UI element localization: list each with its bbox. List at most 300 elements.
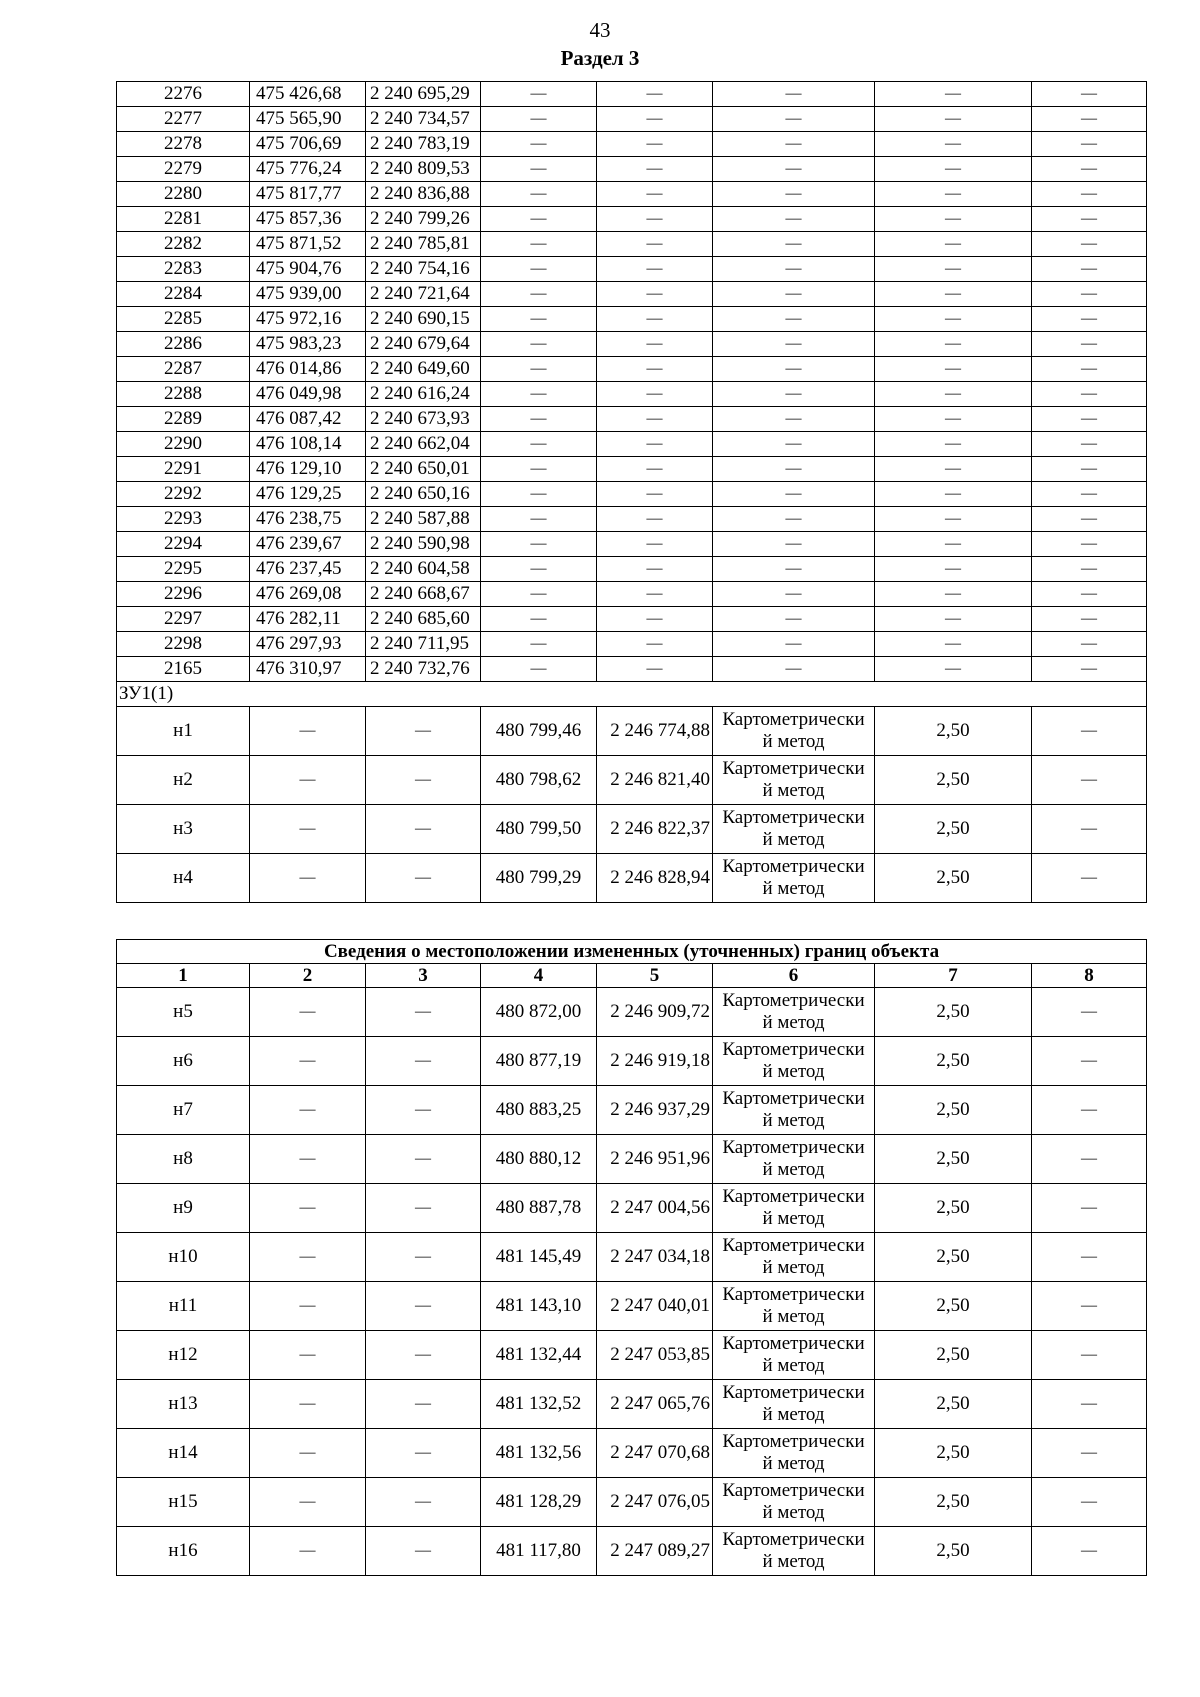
method-cell bbox=[713, 1037, 875, 1086]
empty-cell: — bbox=[713, 357, 875, 382]
empty-cell: — bbox=[1032, 157, 1147, 182]
coord-x: 476 282,11 bbox=[250, 607, 366, 632]
empty-cell: — bbox=[713, 507, 875, 532]
coord-x: 480 799,46 bbox=[481, 707, 597, 756]
empty-cell: — bbox=[481, 257, 597, 282]
coord-x: 476 049,98 bbox=[250, 382, 366, 407]
empty-cell: — bbox=[875, 232, 1032, 257]
empty-cell: — bbox=[1032, 1527, 1147, 1576]
point-number: 2296 bbox=[117, 582, 250, 607]
coord-y: 2 240 809,53 bbox=[366, 157, 481, 182]
point-number: 2295 bbox=[117, 557, 250, 582]
empty-cell: — bbox=[250, 1478, 366, 1527]
empty-cell: — bbox=[481, 432, 597, 457]
coord-x: 476 239,67 bbox=[250, 532, 366, 557]
point-number: 2282 bbox=[117, 232, 250, 257]
accuracy: 2,50 bbox=[875, 988, 1032, 1037]
coord-x: 476 087,42 bbox=[250, 407, 366, 432]
coord-x: 475 904,76 bbox=[250, 257, 366, 282]
coord-x: 481 145,49 bbox=[481, 1233, 597, 1282]
empty-cell: — bbox=[597, 307, 713, 332]
coord-x: 481 143,10 bbox=[481, 1282, 597, 1331]
method-line-1: Картометрически bbox=[722, 856, 865, 877]
point-number: н12 bbox=[117, 1331, 250, 1380]
table-row bbox=[117, 157, 1147, 182]
empty-cell: — bbox=[1032, 332, 1147, 357]
table-row bbox=[117, 232, 1147, 257]
empty-cell: — bbox=[481, 282, 597, 307]
empty-cell: — bbox=[1032, 1380, 1147, 1429]
table-row bbox=[117, 1086, 1147, 1135]
method-cell bbox=[713, 1478, 875, 1527]
table-row bbox=[117, 357, 1147, 382]
coord-x: 476 014,86 bbox=[250, 357, 366, 382]
accuracy: 2,50 bbox=[875, 854, 1032, 903]
point-number: н15 bbox=[117, 1478, 250, 1527]
method-line-2: й метод bbox=[762, 1306, 825, 1327]
table-row bbox=[117, 507, 1147, 532]
empty-cell: — bbox=[1032, 707, 1147, 756]
coord-x: 481 117,80 bbox=[481, 1527, 597, 1576]
table-row bbox=[117, 307, 1147, 332]
coord-x: 476 310,97 bbox=[250, 657, 366, 682]
point-number: н5 bbox=[117, 988, 250, 1037]
method-line-2: й метод bbox=[762, 1502, 825, 1523]
empty-cell: — bbox=[597, 482, 713, 507]
empty-cell: — bbox=[250, 1527, 366, 1576]
coord-y: 2 240 679,64 bbox=[366, 332, 481, 357]
method-line-2: й метод bbox=[762, 1159, 825, 1180]
coord-y: 2 240 695,29 bbox=[366, 82, 481, 107]
accuracy: 2,50 bbox=[875, 1037, 1032, 1086]
empty-cell: — bbox=[875, 307, 1032, 332]
table-row bbox=[117, 988, 1147, 1037]
coord-y: 2 240 721,64 bbox=[366, 282, 481, 307]
method-line-2: й метод bbox=[762, 1355, 825, 1376]
coord-y: 2 240 649,60 bbox=[366, 357, 481, 382]
empty-cell: — bbox=[875, 332, 1032, 357]
empty-cell: — bbox=[1032, 1184, 1147, 1233]
accuracy: 2,50 bbox=[875, 756, 1032, 805]
method-line-1: Картометрически bbox=[722, 1529, 865, 1550]
coord-y: 2 240 754,16 bbox=[366, 257, 481, 282]
empty-cell: — bbox=[1032, 1135, 1147, 1184]
method-line-1: Картометрически bbox=[722, 1284, 865, 1305]
empty-cell: — bbox=[713, 82, 875, 107]
empty-cell: — bbox=[481, 532, 597, 557]
coord-x: 476 269,08 bbox=[250, 582, 366, 607]
empty-cell: — bbox=[366, 756, 481, 805]
empty-cell: — bbox=[366, 1184, 481, 1233]
group-row bbox=[117, 682, 1147, 707]
coord-x: 480 887,78 bbox=[481, 1184, 597, 1233]
empty-cell: — bbox=[597, 232, 713, 257]
coord-y: 2 247 004,56 bbox=[597, 1184, 713, 1233]
coord-y: 2 240 785,81 bbox=[366, 232, 481, 257]
empty-cell: — bbox=[1032, 632, 1147, 657]
method-line-2: й метод bbox=[762, 731, 825, 752]
empty-cell: — bbox=[597, 382, 713, 407]
empty-cell: — bbox=[481, 382, 597, 407]
coord-x: 475 706,69 bbox=[250, 132, 366, 157]
accuracy: 2,50 bbox=[875, 1380, 1032, 1429]
point-number: н14 bbox=[117, 1429, 250, 1478]
table-title-row bbox=[117, 940, 1147, 964]
empty-cell: — bbox=[1032, 232, 1147, 257]
empty-cell: — bbox=[250, 854, 366, 903]
empty-cell: — bbox=[1032, 407, 1147, 432]
coord-y: 2 246 919,18 bbox=[597, 1037, 713, 1086]
table-row bbox=[117, 132, 1147, 157]
method-cell bbox=[713, 1527, 875, 1576]
coord-x: 480 880,12 bbox=[481, 1135, 597, 1184]
empty-cell: — bbox=[597, 257, 713, 282]
coord-x: 480 799,50 bbox=[481, 805, 597, 854]
table-row bbox=[117, 257, 1147, 282]
empty-cell: — bbox=[875, 207, 1032, 232]
table-row bbox=[117, 382, 1147, 407]
coord-y: 2 240 711,95 bbox=[366, 632, 481, 657]
empty-cell: — bbox=[597, 407, 713, 432]
changed-boundaries-table bbox=[116, 939, 1147, 1576]
page-number: 43 bbox=[589, 18, 611, 42]
empty-cell: — bbox=[713, 182, 875, 207]
coord-y: 2 246 821,40 bbox=[597, 756, 713, 805]
point-number: н16 bbox=[117, 1527, 250, 1576]
empty-cell: — bbox=[875, 457, 1032, 482]
empty-cell: — bbox=[875, 407, 1032, 432]
empty-cell: — bbox=[713, 232, 875, 257]
empty-cell: — bbox=[366, 1527, 481, 1576]
point-number: н9 bbox=[117, 1184, 250, 1233]
point-number: 2281 bbox=[117, 207, 250, 232]
empty-cell: — bbox=[1032, 1429, 1147, 1478]
coord-x: 475 972,16 bbox=[250, 307, 366, 332]
empty-cell: — bbox=[1032, 1086, 1147, 1135]
empty-cell: — bbox=[1032, 1037, 1147, 1086]
coord-y: 2 247 070,68 bbox=[597, 1429, 713, 1478]
empty-cell: — bbox=[250, 1037, 366, 1086]
point-number: 2278 bbox=[117, 132, 250, 157]
point-number: 2277 bbox=[117, 107, 250, 132]
empty-cell: — bbox=[597, 332, 713, 357]
method-line-2: й метод bbox=[762, 1453, 825, 1474]
method-line-1: Картометрически bbox=[722, 1088, 865, 1109]
empty-cell: — bbox=[875, 182, 1032, 207]
coord-y: 2 247 065,76 bbox=[597, 1380, 713, 1429]
empty-cell: — bbox=[1032, 357, 1147, 382]
coord-x: 480 877,19 bbox=[481, 1037, 597, 1086]
empty-cell: — bbox=[875, 657, 1032, 682]
point-number: 2291 bbox=[117, 457, 250, 482]
method-cell bbox=[713, 1135, 875, 1184]
table-row bbox=[117, 1527, 1147, 1576]
table-row bbox=[117, 805, 1147, 854]
method-line-1: Картометрически bbox=[722, 807, 865, 828]
empty-cell: — bbox=[250, 756, 366, 805]
table-row bbox=[117, 1282, 1147, 1331]
empty-cell: — bbox=[481, 657, 597, 682]
empty-cell: — bbox=[366, 988, 481, 1037]
accuracy: 2,50 bbox=[875, 1233, 1032, 1282]
coord-y: 2 240 604,58 bbox=[366, 557, 481, 582]
point-number: 2286 bbox=[117, 332, 250, 357]
coord-x: 476 108,14 bbox=[250, 432, 366, 457]
table-row bbox=[117, 282, 1147, 307]
empty-cell: — bbox=[1032, 507, 1147, 532]
method-line-1: Картометрически bbox=[722, 1186, 865, 1207]
empty-cell: — bbox=[1032, 854, 1147, 903]
coord-x: 475 939,00 bbox=[250, 282, 366, 307]
empty-cell: — bbox=[366, 1233, 481, 1282]
empty-cell: — bbox=[1032, 482, 1147, 507]
coord-y: 2 247 040,01 bbox=[597, 1282, 713, 1331]
empty-cell: — bbox=[597, 182, 713, 207]
accuracy: 2,50 bbox=[875, 1086, 1032, 1135]
empty-cell: — bbox=[481, 507, 597, 532]
empty-cell: — bbox=[250, 1086, 366, 1135]
empty-cell: — bbox=[481, 357, 597, 382]
coord-x: 480 883,25 bbox=[481, 1086, 597, 1135]
table-row bbox=[117, 482, 1147, 507]
empty-cell: — bbox=[481, 557, 597, 582]
accuracy: 2,50 bbox=[875, 1478, 1032, 1527]
method-cell bbox=[713, 1429, 875, 1478]
coord-y: 2 240 783,19 bbox=[366, 132, 481, 157]
column-header: 2 bbox=[250, 964, 366, 988]
accuracy: 2,50 bbox=[875, 805, 1032, 854]
method-line-2: й метод bbox=[762, 780, 825, 801]
coord-y: 2 247 076,05 bbox=[597, 1478, 713, 1527]
empty-cell: — bbox=[366, 1478, 481, 1527]
coord-x: 475 565,90 bbox=[250, 107, 366, 132]
coord-y: 2 240 690,15 bbox=[366, 307, 481, 332]
empty-cell: — bbox=[713, 132, 875, 157]
method-line-2: й метод bbox=[762, 1257, 825, 1278]
point-number: н4 bbox=[117, 854, 250, 903]
empty-cell: — bbox=[1032, 107, 1147, 132]
method-line-2: й метод bbox=[762, 1404, 825, 1425]
point-number: 2297 bbox=[117, 607, 250, 632]
table-row bbox=[117, 1135, 1147, 1184]
point-number: 2284 bbox=[117, 282, 250, 307]
table-row bbox=[117, 432, 1147, 457]
point-number: 2292 bbox=[117, 482, 250, 507]
coord-y: 2 240 734,57 bbox=[366, 107, 481, 132]
empty-cell: — bbox=[597, 357, 713, 382]
point-number: н11 bbox=[117, 1282, 250, 1331]
empty-cell: — bbox=[1032, 82, 1147, 107]
empty-cell: — bbox=[1032, 532, 1147, 557]
point-number: н7 bbox=[117, 1086, 250, 1135]
coord-y: 2 240 685,60 bbox=[366, 607, 481, 632]
empty-cell: — bbox=[1032, 307, 1147, 332]
empty-cell: — bbox=[1032, 607, 1147, 632]
point-number: 2276 bbox=[117, 82, 250, 107]
empty-cell: — bbox=[713, 432, 875, 457]
column-header: 8 bbox=[1032, 964, 1147, 988]
empty-cell: — bbox=[481, 182, 597, 207]
coord-x: 475 817,77 bbox=[250, 182, 366, 207]
empty-cell: — bbox=[875, 357, 1032, 382]
empty-cell: — bbox=[481, 107, 597, 132]
coord-y: 2 246 937,29 bbox=[597, 1086, 713, 1135]
table-row bbox=[117, 532, 1147, 557]
empty-cell: — bbox=[597, 657, 713, 682]
empty-cell: — bbox=[713, 157, 875, 182]
point-number: н13 bbox=[117, 1380, 250, 1429]
empty-cell: — bbox=[597, 632, 713, 657]
coord-y: 2 240 650,16 bbox=[366, 482, 481, 507]
coord-x: 480 872,00 bbox=[481, 988, 597, 1037]
coord-x: 475 871,52 bbox=[250, 232, 366, 257]
table-row bbox=[117, 657, 1147, 682]
method-line-1: Картометрически bbox=[722, 1431, 865, 1452]
empty-cell: — bbox=[875, 507, 1032, 532]
coord-y: 2 247 053,85 bbox=[597, 1331, 713, 1380]
empty-cell: — bbox=[366, 1331, 481, 1380]
coord-x: 475 983,23 bbox=[250, 332, 366, 357]
empty-cell: — bbox=[1032, 1282, 1147, 1331]
point-number: 2293 bbox=[117, 507, 250, 532]
point-number: 2288 bbox=[117, 382, 250, 407]
empty-cell: — bbox=[875, 257, 1032, 282]
empty-cell: — bbox=[713, 307, 875, 332]
empty-cell: — bbox=[481, 332, 597, 357]
empty-cell: — bbox=[481, 457, 597, 482]
point-number: н3 bbox=[117, 805, 250, 854]
empty-cell: — bbox=[1032, 805, 1147, 854]
table-row bbox=[117, 1380, 1147, 1429]
table-row bbox=[117, 582, 1147, 607]
empty-cell: — bbox=[597, 457, 713, 482]
method-line-1: Картометрически bbox=[722, 709, 865, 730]
method-cell bbox=[713, 854, 875, 903]
table-row bbox=[117, 182, 1147, 207]
coord-y: 2 240 616,24 bbox=[366, 382, 481, 407]
empty-cell: — bbox=[366, 854, 481, 903]
empty-cell: — bbox=[366, 1380, 481, 1429]
coord-y: 2 240 668,67 bbox=[366, 582, 481, 607]
column-header: 6 bbox=[713, 964, 875, 988]
coord-x: 476 237,45 bbox=[250, 557, 366, 582]
coord-x: 476 297,93 bbox=[250, 632, 366, 657]
empty-cell: — bbox=[875, 632, 1032, 657]
empty-cell: — bbox=[597, 132, 713, 157]
empty-cell: — bbox=[1032, 657, 1147, 682]
empty-cell: — bbox=[481, 632, 597, 657]
empty-cell: — bbox=[875, 282, 1032, 307]
empty-cell: — bbox=[366, 1282, 481, 1331]
method-line-2: й метод bbox=[762, 1012, 825, 1033]
empty-cell: — bbox=[1032, 207, 1147, 232]
empty-cell: — bbox=[1032, 1233, 1147, 1282]
empty-cell: — bbox=[250, 1380, 366, 1429]
empty-cell: — bbox=[597, 107, 713, 132]
coord-y: 2 246 909,72 bbox=[597, 988, 713, 1037]
empty-cell: — bbox=[1032, 1331, 1147, 1380]
coord-y: 2 240 836,88 bbox=[366, 182, 481, 207]
point-number: 2165 bbox=[117, 657, 250, 682]
empty-cell: — bbox=[597, 607, 713, 632]
empty-cell: — bbox=[875, 582, 1032, 607]
coord-x: 481 132,52 bbox=[481, 1380, 597, 1429]
empty-cell: — bbox=[1032, 382, 1147, 407]
empty-cell: — bbox=[875, 607, 1032, 632]
empty-cell: — bbox=[1032, 132, 1147, 157]
coord-x: 480 798,62 bbox=[481, 756, 597, 805]
column-header: 7 bbox=[875, 964, 1032, 988]
coord-y: 2 246 951,96 bbox=[597, 1135, 713, 1184]
empty-cell: — bbox=[250, 805, 366, 854]
accuracy: 2,50 bbox=[875, 1184, 1032, 1233]
empty-cell: — bbox=[250, 1282, 366, 1331]
table-row bbox=[117, 1037, 1147, 1086]
empty-cell: — bbox=[597, 557, 713, 582]
method-line-2: й метод bbox=[762, 1110, 825, 1131]
method-cell bbox=[713, 1233, 875, 1282]
empty-cell: — bbox=[713, 407, 875, 432]
empty-cell: — bbox=[366, 1429, 481, 1478]
empty-cell: — bbox=[481, 482, 597, 507]
table-row bbox=[117, 407, 1147, 432]
empty-cell: — bbox=[481, 607, 597, 632]
coordinates-table bbox=[116, 81, 1147, 903]
empty-cell: — bbox=[481, 157, 597, 182]
accuracy: 2,50 bbox=[875, 1331, 1032, 1380]
column-header-row bbox=[117, 964, 1147, 988]
method-line-2: й метод bbox=[762, 878, 825, 899]
empty-cell: — bbox=[250, 1233, 366, 1282]
method-cell bbox=[713, 805, 875, 854]
group-label: ЗУ1(1) bbox=[117, 682, 1147, 707]
empty-cell: — bbox=[597, 282, 713, 307]
empty-cell: — bbox=[250, 707, 366, 756]
accuracy: 2,50 bbox=[875, 1282, 1032, 1331]
table-row bbox=[117, 854, 1147, 903]
empty-cell: — bbox=[713, 582, 875, 607]
method-line-1: Картометрически bbox=[722, 1137, 865, 1158]
empty-cell: — bbox=[875, 82, 1032, 107]
coord-x: 480 799,29 bbox=[481, 854, 597, 903]
coord-x: 481 128,29 bbox=[481, 1478, 597, 1527]
table-row bbox=[117, 1331, 1147, 1380]
coord-x: 476 129,25 bbox=[250, 482, 366, 507]
empty-cell: — bbox=[1032, 432, 1147, 457]
empty-cell: — bbox=[597, 582, 713, 607]
empty-cell: — bbox=[875, 557, 1032, 582]
table-row bbox=[117, 332, 1147, 357]
empty-cell: — bbox=[1032, 457, 1147, 482]
empty-cell: — bbox=[366, 1037, 481, 1086]
coord-x: 481 132,44 bbox=[481, 1331, 597, 1380]
empty-cell: — bbox=[713, 107, 875, 132]
empty-cell: — bbox=[713, 657, 875, 682]
empty-cell: — bbox=[366, 805, 481, 854]
table-row bbox=[117, 1429, 1147, 1478]
empty-cell: — bbox=[713, 482, 875, 507]
point-number: 2289 bbox=[117, 407, 250, 432]
table-row bbox=[117, 756, 1147, 805]
empty-cell: — bbox=[597, 207, 713, 232]
method-cell bbox=[713, 707, 875, 756]
coord-y: 2 240 732,76 bbox=[366, 657, 481, 682]
method-cell bbox=[713, 1086, 875, 1135]
empty-cell: — bbox=[1032, 282, 1147, 307]
empty-cell: — bbox=[713, 457, 875, 482]
accuracy: 2,50 bbox=[875, 1527, 1032, 1576]
method-line-2: й метод bbox=[762, 1061, 825, 1082]
